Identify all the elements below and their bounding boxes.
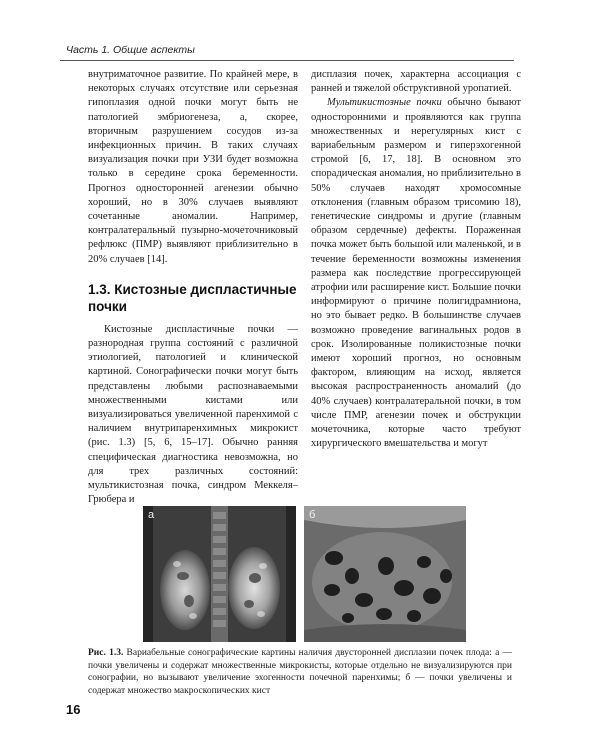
header-rule [60,60,514,61]
caption-text: Вариабельные сонографические картины наличия двусторонней дисплазии почек плода: а — почки увеличены и содержат множественные микрокисты, которые отдельно не визуализируются при сонографии, но вызывают увеличение эхогенности почечной паренхимы; б — почки увеличены и содержат множество макроскопических кист [88,648,513,696]
left-column [88,68,298,507]
figure-caption [88,647,512,697]
right-paragraph-1: дисплазия почек, характерна ассоциация с ранней и тяжелой обструктивной уропатией. [311,69,521,95]
page-number: 16 [66,702,81,717]
left-paragraph-1: внутриматочное развитие. По крайней мере, в некоторых случаях отсутствие или серьезная гипоплазия одной почки могут быть не патологией эмбриогенеза, а, скорее, вторичным разрушением сосудов из-за инфекционных причин. В таких случаях визуализация почки при УЗИ будет возможна только в середине срока беременности. Прогноз односторонней агенезии обычно хороший, но в 30% случаев выявляют сочетанные аномалии. Например, контралатеральный пузырно-мочеточниковый рефлюкс (ПМР) выявляют приблизительно в 20% случаев [14]. [88,69,298,265]
ultrasound-image-b [304,506,466,642]
right-paragraph-2-italic: Мультикистозные почки [327,97,442,109]
caption-label: Рис. 1.3. [88,648,124,658]
right-column [311,68,521,451]
figure-ultrasound-a [143,506,296,642]
figure-label-a: а [148,509,155,521]
section-heading: 1.3. Кистозные диспластичные почки [88,281,297,314]
right-paragraph-2 [311,96,521,451]
right-paragraph-2-text: обычно бывают односторонними и проявляются как группа множественных и нерегулярных кист с вариабельным размером и гиперэхогенной стромой [6, 17, 18]. В основном это спорадическая аномалия, но приблизительно в 50% случаев находят хромосомные отклонения (главным образом трисомию 18), генетические синдромы и другие (главным образом сердечные) дефекты. Пораженная почка может быть большой или маленькой, и в течение беременности возможны изменения размера как последствие прогрессирующей атрофии или расширение кист. Большие почки информируют о причине полигидрамниона, но это бывает редко. В большинстве случаев возможно проведение вагинальных родов в срок. Изолированные поликистозные почки имеют хороший прогноз, но основным фактором, влияющим на исход, является высокая распространенность аномалий (до 40% случаев) контралатеральной почки, в том числе ПМР, агенезии почек и обструкции мочеточника, которые часто требуют хирургического вмешательства и могут [311,97,522,450]
figure-label-b: б [309,509,316,521]
ultrasound-image-a [143,506,296,642]
running-header: Часть 1. Общие аспекты [66,44,195,56]
left-paragraph-2: Кистозные диспластичные почки — разнородная группа состояний с различной этиологией, патологией и клинической картиной. Сонографически почки могут быть представлены любыми распознаваемыми множественными кистами или визуализироваться увеличенной паренхимой с наличием внутрипаренхимных микрокист (рис. 1.3) [5, 6, 15–17]. Обычно ранняя специфическая диагностика невозможна, но для трех различных состояний: мультикистозная почка, синдром Меккеля–Грюбера и [88,323,298,506]
figure-ultrasound-b [304,506,466,642]
